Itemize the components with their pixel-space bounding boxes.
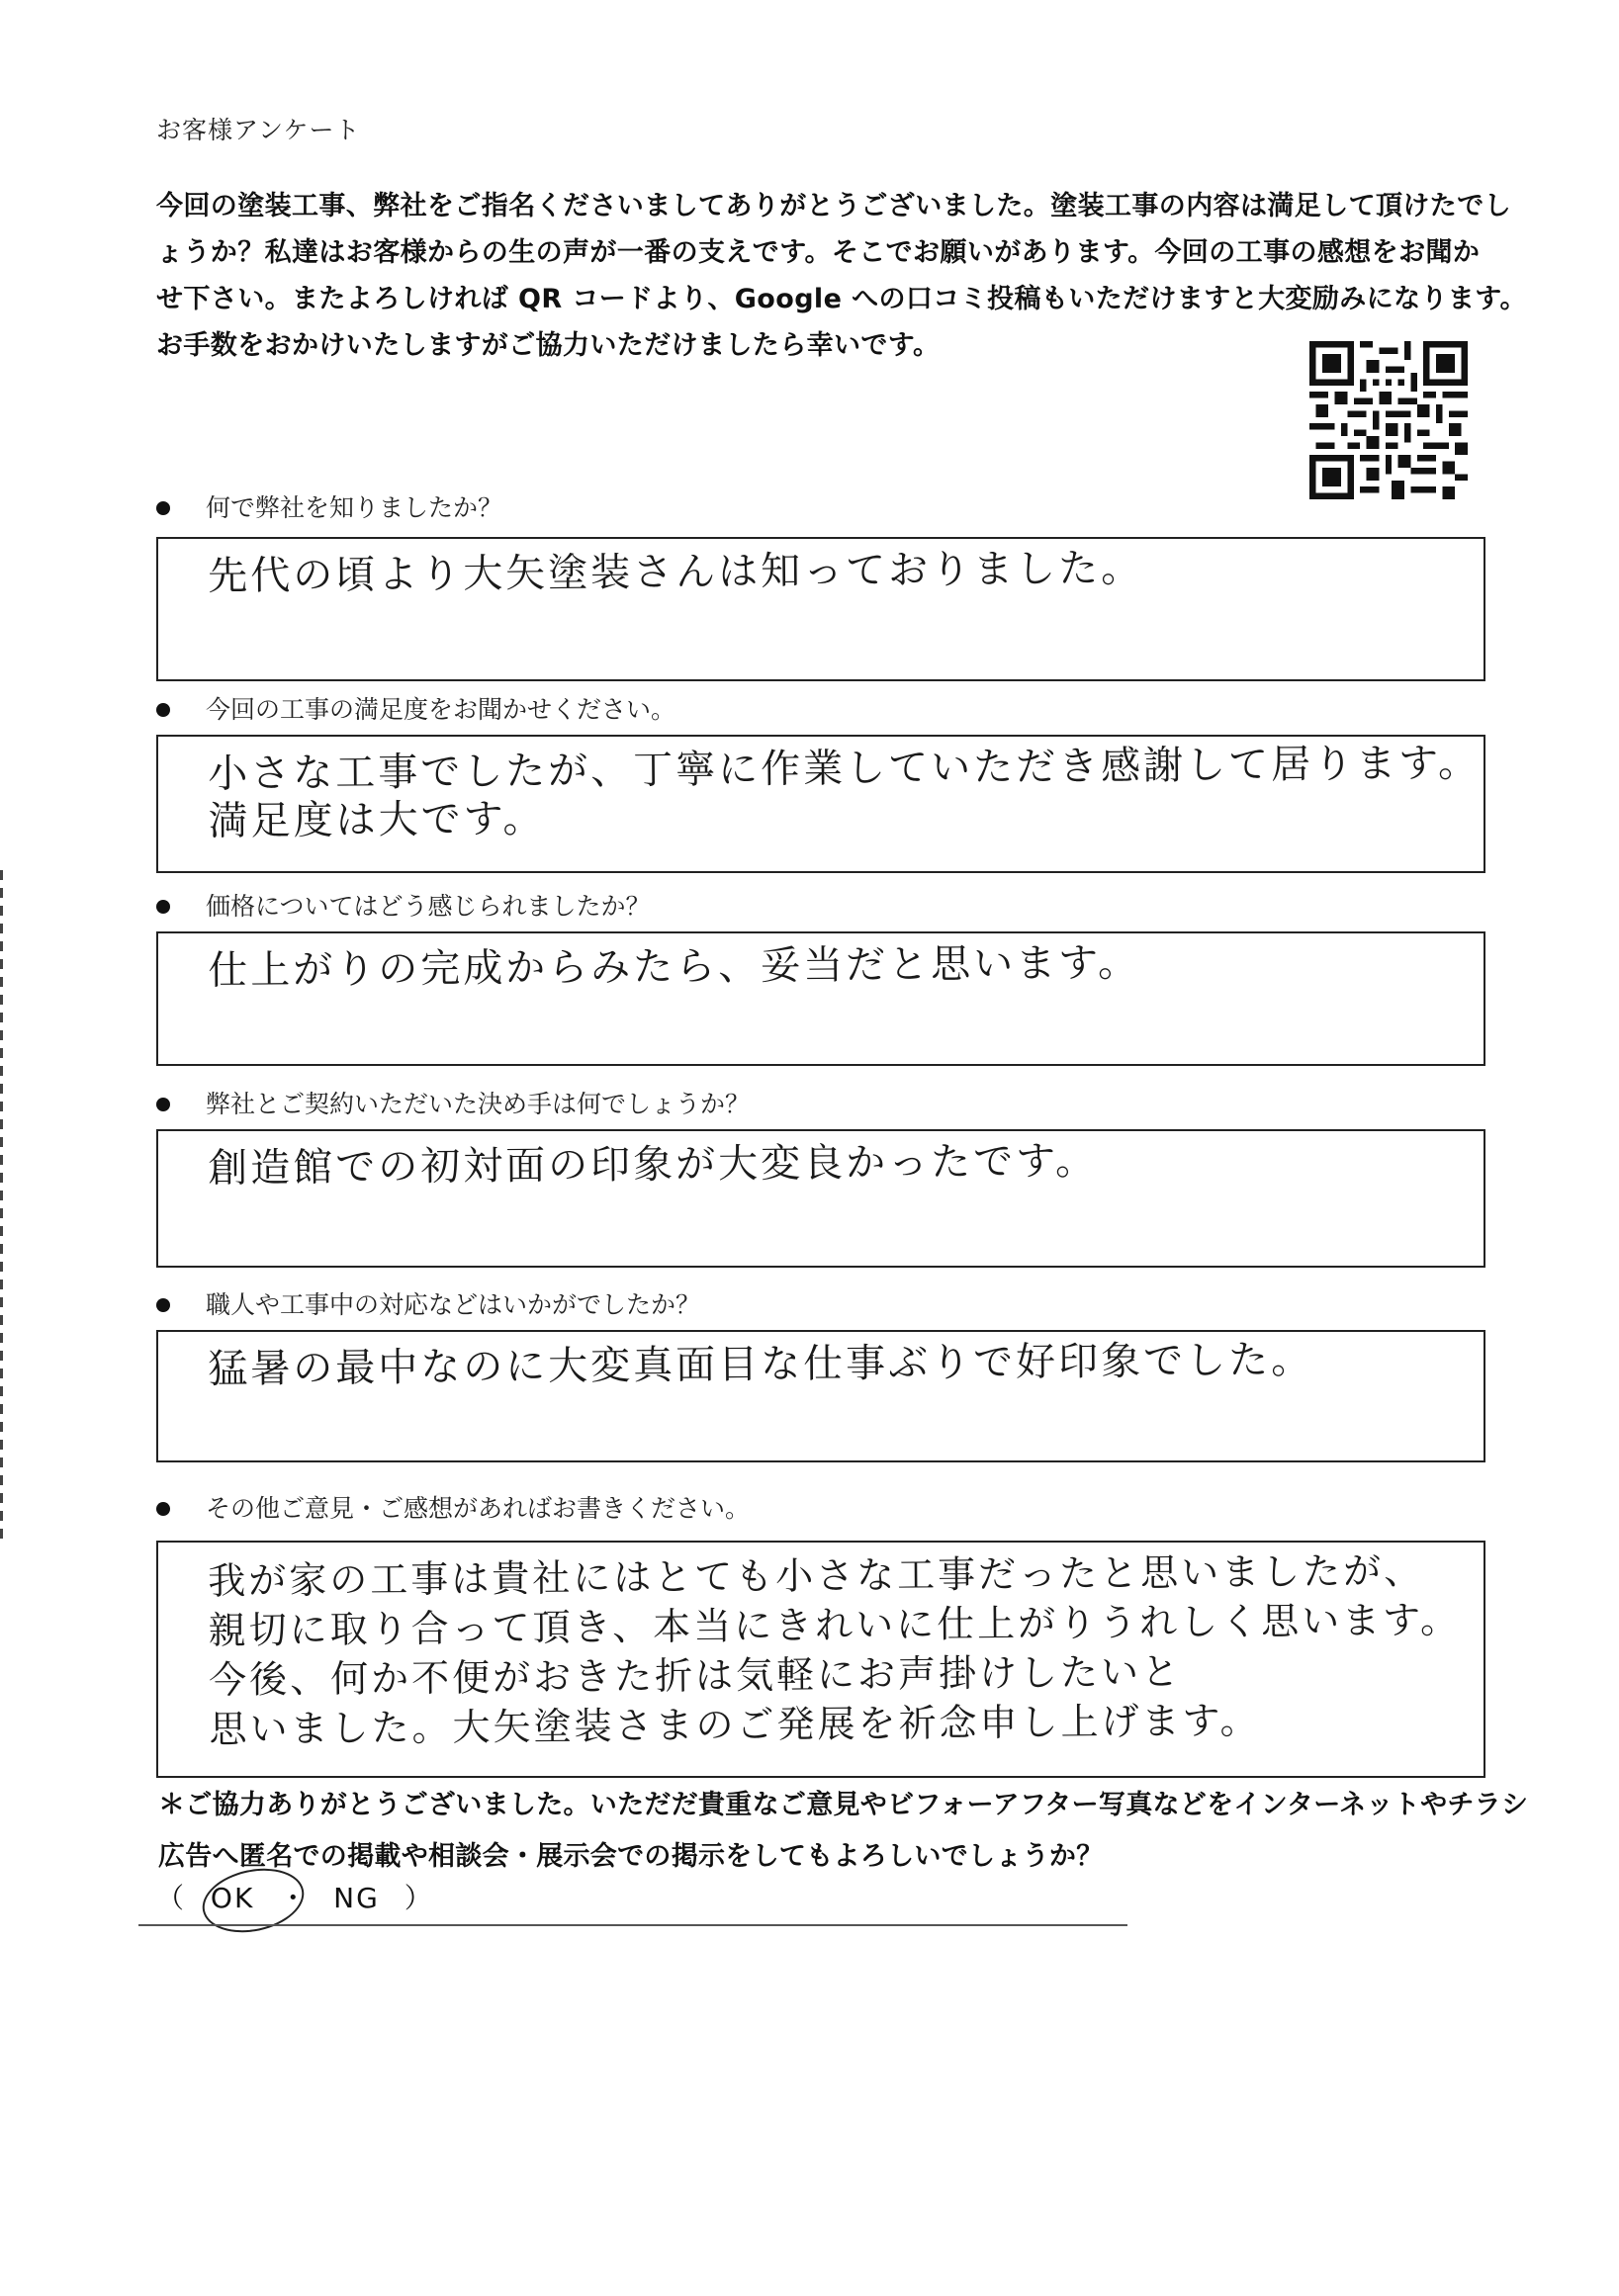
answer-line: 仕上がりの完成からみたら、妥当だと思います。 [208,939,1141,994]
answer-line: 満足度は大です。 [208,796,546,844]
bullet-icon [156,1098,170,1111]
bullet-icon [156,501,170,515]
question-label: 職人や工事中の対応などはいかがでしたか？ [206,1290,701,1319]
ng-option[interactable] [319,1882,394,1914]
closing-line: 広告へ匿名での掲載や相談会・展示会での掲示をしてもよろしいでしょうか？ [158,1841,1104,1872]
handwritten-answer [208,740,1482,845]
handwritten-answer [208,939,1140,995]
intro-line: ょうか？私達はお客様からの生の声が一番の支えです。そこでお願いがあります。今回の工事の感想をお聞か [156,237,1481,268]
answer-line: 先代の頃より大矢塗装さんは知っておりました。 [208,545,1144,599]
answer-line: 小さな工事でしたが、丁寧に作業していただき感謝して居ります。 [208,740,1482,797]
question-label: 今回の工事の満足度をお聞かせください。 [206,695,676,724]
page-title: お客様アンケート [156,116,361,144]
ok-label: OK [210,1882,255,1914]
answer-box-2[interactable] [156,735,1485,873]
answer-line: 親切に取り合って頂き、本当にきれいに仕上がりうれしく思います。 [208,1597,1462,1652]
intro-line: お手数をおかけいたしますがご協力いただけましたら幸いです。 [156,330,941,361]
bullet-icon [156,900,170,914]
answer-box-1[interactable] [156,537,1485,681]
bullet-icon [156,1298,170,1312]
answer-line: 猛暑の最中なのに大変真面目な仕事ぶりで好印象でした。 [208,1337,1314,1392]
question-1 [156,488,502,524]
handwritten-answer [208,1336,1313,1393]
question-4 [156,1085,750,1120]
handwritten-answer [208,1137,1098,1192]
handwritten-answer [208,1545,1462,1754]
question-label: その他ご意見・ご感想があればお書きください。 [206,1494,751,1523]
question-label: 弊社とご契約いただいた決め手は何でしょうか？ [206,1090,751,1118]
intro-line: せ下さい。またよろしければ QR コードより、Google への口コミ投稿もいただけますと大変励みになります。 [156,284,1527,314]
paren-open: （ [156,1882,187,1914]
question-6 [156,1489,750,1525]
question-label: 何で弊社を知りましたか？ [206,493,503,522]
consent-choice [156,1877,434,1916]
qr-code-icon [1309,341,1468,499]
closing-line: ＊ご協力ありがとうございました。いただだ貴重なご意見やビフォーアフター写真などをインターネットやチラシ [158,1790,1529,1820]
question-5 [156,1285,700,1321]
separator: ・ [279,1882,310,1914]
answer-box-6[interactable] [156,1541,1485,1778]
answer-line: 我が家の工事は貴社にはとても小さな工事だったと思いましたが、 [208,1548,1425,1603]
closing-text [158,1780,1528,1883]
paren-close: ） [404,1882,434,1914]
scan-edge-mark [0,870,3,1543]
consent-underline [138,1924,1127,1926]
intro-line: 今回の塗装工事、弊社をご指名くださいましてありがとうございました。塗装工事の内容は満足して頂けたでし [156,191,1511,221]
intro-text [156,183,1527,369]
ok-option[interactable] [197,1882,268,1914]
question-label: 価格についてはどう感じられましたか？ [206,892,651,921]
answer-line: 思いました。大矢塗装さまのご発展を祈念申し上げます。 [209,1698,1261,1751]
ng-label: NG [333,1882,380,1914]
handwritten-answer [208,545,1143,600]
answer-box-3[interactable] [156,931,1485,1066]
question-2 [156,690,675,726]
question-3 [156,887,651,923]
answer-box-5[interactable] [156,1330,1485,1462]
bullet-icon [156,1502,170,1516]
answer-box-4[interactable] [156,1129,1485,1268]
answer-line: 今後、何か不便がおきた折は気軽にお声掛けしたいと [208,1649,1183,1702]
answer-line: 創造館での初対面の印象が大変良かったです。 [208,1138,1099,1192]
bullet-icon [156,703,170,717]
